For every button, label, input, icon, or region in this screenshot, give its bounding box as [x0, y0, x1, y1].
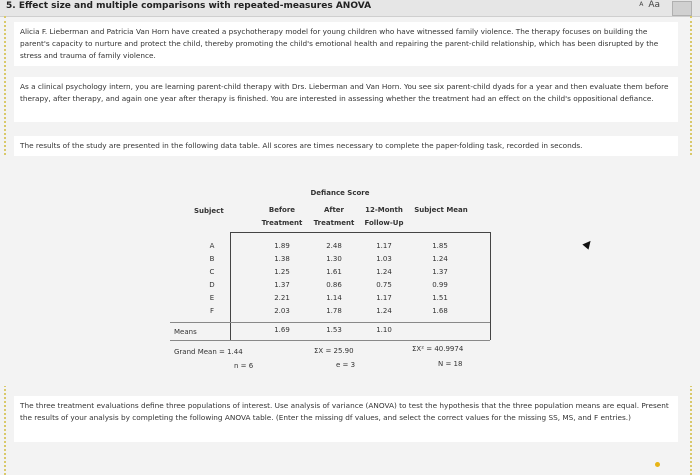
cell-before: 1.37 [274, 281, 290, 289]
cell-follow: 1.17 [376, 242, 392, 250]
follow-header-1: 12-Month [365, 206, 403, 214]
intro-paragraph-panel [14, 22, 678, 66]
header-rule [230, 232, 490, 233]
sum-x-squared: ΣX² = 40.9974 [412, 345, 464, 353]
cell-after: 0.86 [326, 281, 342, 289]
data-table [0, 156, 700, 386]
cell-before: 1.89 [274, 242, 290, 250]
cell-follow: 1.03 [376, 255, 392, 263]
grand-mean: Grand Mean = 1.44 [174, 348, 243, 356]
group-header: Defiance Score [310, 189, 370, 197]
cell-mean: 1.51 [432, 294, 448, 302]
before-header-1: Before [268, 206, 296, 214]
cell-mean: 1.85 [432, 242, 448, 250]
status-dot-icon [655, 462, 660, 467]
subject-mean-header: Subject Mean [414, 206, 468, 214]
cell-before: 2.21 [274, 294, 290, 302]
table-left-rule [230, 232, 231, 340]
after-header-1: After [323, 206, 344, 214]
font-decrease-button[interactable]: A [639, 1, 644, 8]
font-increase-button[interactable]: Aa [648, 0, 660, 10]
N-value: N = 18 [438, 360, 463, 368]
before-header-2: Treatment [261, 219, 303, 227]
scenario-paragraph: As a clinical psychology intern, you are learning parent-child therapy with Drs. Lieberman and Van Horn. You see six parent-child dyads for a year and then evaluate them before therapy, after therapy, and again one year after therapy is finished. You are interested in assessing whether the treatment had an effect on the child's oppositional defiance. [20, 82, 669, 103]
subject-label: E [209, 294, 215, 302]
font-size-control[interactable] [639, 0, 660, 10]
instruction-paragraph-panel [14, 396, 678, 442]
cell-follow: 1.24 [376, 268, 392, 276]
cell-mean: 0.99 [432, 281, 448, 289]
intro-paragraph: Alicia F. Lieberman and Patricia Van Horn have created a psychotherapy model for young children who have witnessed family violence. The therapy focuses on building the parent's capacity to nurture and protect the child, thereby promoting the child's emotional health and repairing the parent-child relationship, which has been disrupted by the stress and trauma of family violence. [20, 27, 659, 60]
cell-after: 1.14 [326, 294, 342, 302]
cell-before: 1.25 [274, 268, 290, 276]
subject-label: A [209, 242, 215, 250]
cell-after: 1.78 [326, 307, 342, 315]
subject-label: F [209, 307, 215, 315]
sum-x: ΣX = 25.90 [314, 347, 354, 355]
means-rule [170, 322, 490, 323]
results-paragraph-panel [14, 136, 678, 156]
book-icon[interactable] [672, 1, 692, 16]
means-label: Means [174, 328, 197, 336]
cell-mean: 1.68 [432, 307, 448, 315]
scenario-paragraph-panel [14, 77, 678, 122]
subject-label: C [209, 268, 215, 276]
mean-after: 1.53 [326, 326, 342, 334]
mean-before: 1.69 [274, 326, 290, 334]
mean-follow: 1.10 [376, 326, 392, 334]
bottom-rule [170, 340, 490, 341]
table-right-rule [490, 232, 491, 340]
cell-follow: 0.75 [376, 281, 392, 289]
after-header-2: Treatment [313, 219, 355, 227]
k-value: e = 3 [336, 361, 356, 369]
cell-after: 1.61 [326, 268, 342, 276]
subject-header: Subject [194, 207, 224, 215]
cell-mean: 1.24 [432, 255, 448, 263]
follow-header-2: Follow-Up [364, 219, 404, 227]
results-paragraph: The results of the study are presented in the following data table. All scores are times necessary to complete the paper-folding task, recorded in seconds. [20, 141, 583, 150]
cell-after: 2.48 [326, 242, 342, 250]
cell-mean: 1.37 [432, 268, 448, 276]
question-header [0, 0, 700, 17]
cell-before: 1.38 [274, 255, 290, 263]
subject-label: B [209, 255, 215, 263]
question-title: 5. Effect size and multiple comparisons with repeated-measures ANOVA [6, 1, 372, 11]
n-value: n = 6 [234, 362, 254, 370]
cell-follow: 1.17 [376, 294, 392, 302]
cell-after: 1.30 [326, 255, 342, 263]
subject-label: D [209, 281, 215, 289]
cell-before: 2.03 [274, 307, 290, 315]
instruction-paragraph: The three treatment evaluations define three populations of interest. Use analysis of variance (ANOVA) to test the hypothesis that the three population means are equal. Present the results of your analysis by completing the following ANOVA table. (Enter the missing df values, and select the correct values for the missing SS, MS, and F entries.) [20, 401, 669, 422]
cell-follow: 1.24 [376, 307, 392, 315]
